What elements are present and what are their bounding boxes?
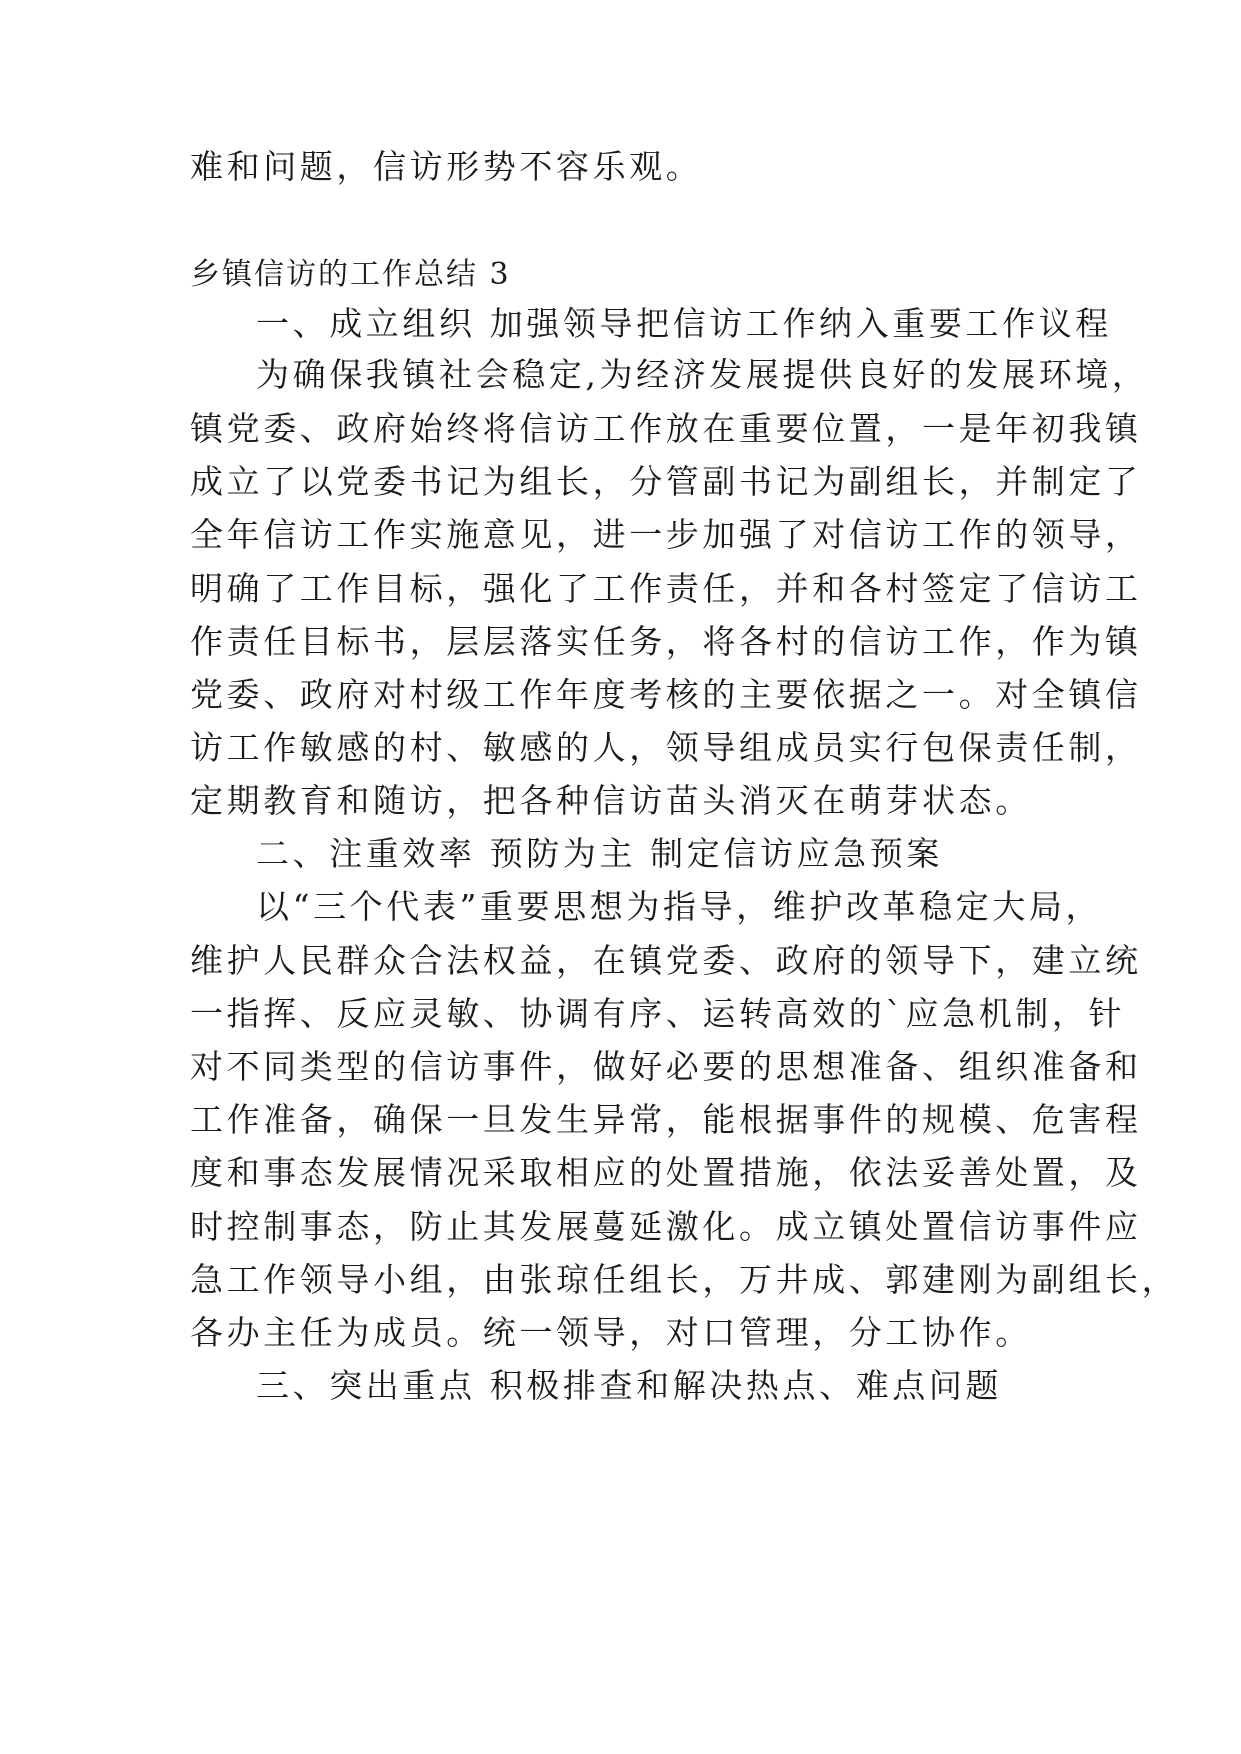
paragraph-2-line-3: 一指挥、反应灵敏、协调有序、运转高效的`应急机制，针 [190,994,1126,1033]
paragraph-1-line-5: 明确了工作目标，强化了工作责任，并和各村签定了信访工 [190,569,1142,608]
paragraph-1-line-1: 为确保我镇社会稳定,为经济发展提供良好的发展环境， [256,355,1149,394]
paragraph-2-line-8: 急工作领导小组，由张琼任组长，万井成、郭建刚为副组长， [190,1260,1179,1299]
heading-3: 三、突出重点 积极排查和解决热点、难点问题 [256,1366,1003,1405]
paragraph-1-line-9: 定期教育和随访，把各种信访苗头消灭在萌芽状态。 [190,781,1032,820]
heading-1: 一、成立组织 加强领导把信访工作纳入重要工作议程 [256,304,1112,343]
paragraph-2-line-1: 以“三个代表”重要思想为指导，维护改革稳定大局， [256,887,1103,926]
paragraph-2-line-4: 对不同类型的信访事件，做好必要的思想准备、组织准备和 [190,1047,1142,1086]
text-line-1: 难和问题，信访形势不容乐观。 [190,147,703,186]
paragraph-1-line-7: 党委、政府对村级工作年度考核的主要依据之一。对全镇信 [190,675,1142,714]
heading-2: 二、注重效率 预防为主 制定信访应急预案 [256,834,943,873]
paragraph-2-line-6: 度和事态发展情况采取相应的处置措施，依法妥善处置，及 [190,1153,1142,1192]
paragraph-1-line-3: 成立了以党委书记为组长，分管副书记为副组长，并制定了 [190,462,1142,501]
paragraph-1-line-8: 访工作敏感的村、敏感的人，领导组成员实行包保责任制， [190,728,1142,767]
paragraph-2-line-2: 维护人民群众合法权益，在镇党委、政府的领导下，建立统 [190,941,1142,980]
section-title: 乡镇信访的工作总结 3 [190,257,511,292]
paragraph-1-line-4: 全年信访工作实施意见，进一步加强了对信访工作的领导， [190,515,1142,554]
paragraph-1-line-2: 镇党委、政府始终将信访工作放在重要位置，一是年初我镇 [190,409,1142,448]
paragraph-2-line-5: 工作准备，确保一旦发生异常，能根据事件的规模、危害程 [190,1100,1142,1139]
paragraph-2-line-9: 各办主任为成员。统一领导，对口管理，分工协作。 [190,1313,1032,1352]
paragraph-2-line-7: 时控制事态，防止其发展蔓延激化。成立镇处置信访事件应 [190,1207,1142,1246]
paragraph-1-line-6: 作责任目标书，层层落实任务，将各村的信访工作，作为镇 [190,622,1142,661]
